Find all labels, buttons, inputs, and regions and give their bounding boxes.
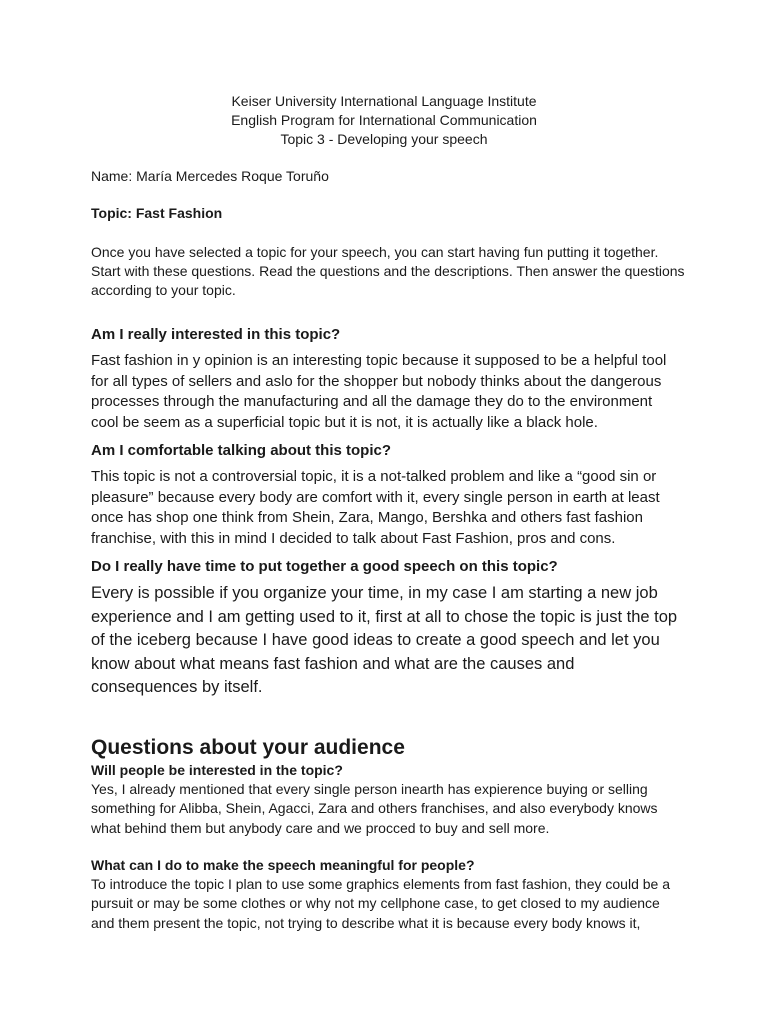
answer-comfort — [91, 467, 691, 550]
question-meaningful: What can I do to make the speech meaningful for people? — [91, 857, 475, 873]
program-title: English Program for International Communication — [231, 112, 537, 128]
text-line: Yes, I already mentioned that every single person inearth has expierence buying or selling — [91, 781, 648, 797]
question-time: Do I really have time to put together a good speech on this topic? — [91, 558, 558, 575]
text-line: Once you have selected a topic for your speech, you can start having fun putting it together. — [91, 244, 659, 260]
answer-interest — [91, 351, 691, 434]
text-line: according to your topic. — [91, 282, 236, 298]
assignment-title: Topic 3 - Developing your speech — [280, 131, 488, 147]
instructions-paragraph — [91, 243, 691, 300]
text-line: consequences by itself. — [91, 678, 263, 696]
text-line: once has shop one think from Shein, Zara, Mango, Bershka and others fast fashion — [91, 509, 643, 527]
text-line: and them present the topic, not trying to describe what it is because every body knows it, — [91, 914, 641, 931]
text-line: experience and I am getting used to it, first at all to chose the topic is just the top — [91, 607, 678, 626]
audience-section-heading: Questions about your audience — [91, 736, 405, 759]
text-line: pleasure” because every body are comfort with it, every single person in earth at least — [91, 488, 660, 506]
text-line: for all types of sellers and aslo for the shopper but nobody thinks about the dangerous — [91, 372, 662, 390]
text-line: Every is possible if you organize your time, in my case I am starting a new job — [91, 584, 658, 602]
speech-topic: Topic: Fast Fashion — [91, 205, 223, 221]
text-line: of the iceberg because I have good ideas to create a good speech and let you — [91, 631, 660, 649]
question-interest: Am I really interested in this topic? — [91, 326, 341, 343]
text-line: To introduce the topic I plan to use some graphics elements from fast fashion, they could be a — [91, 876, 670, 892]
text-line: Fast fashion in y opinion is an interesting topic because it supposed to be a helpful tool — [91, 352, 667, 369]
text-line: franchise, with this in mind I decided to talk about Fast Fashion, pros and cons. — [91, 530, 616, 548]
text-line: Start with these questions. Read the questions and the descriptions. Then answer the questions — [91, 263, 685, 279]
text-line: know about what means fast fashion and what are the causes and — [91, 654, 575, 673]
answer-meaningful — [91, 875, 691, 933]
question-comfort: Am I comfortable talking about this topic? — [91, 442, 392, 459]
text-line: what behind them but anybody care and we procced to buy and sell more. — [91, 819, 550, 836]
text-line: processes through the manufacturing and all the damage they do to the environment — [91, 393, 653, 411]
student-name: Name: María Mercedes Roque Toruño — [91, 168, 329, 184]
text-line: cool be seem as a superficial topic but it is not, it is actually like a black hole. — [91, 414, 598, 432]
question-audience-interest: Will people be interested in the topic? — [91, 762, 343, 778]
answer-audience-interest — [91, 780, 691, 838]
text-line: pursuit or may be some clothes or why not my cellphone case, to get closed to my audience — [91, 895, 660, 912]
answer-time — [91, 582, 691, 700]
text-line: something for Alibba, Shein, Agacci, Zara and others franchises, and also everybody knows — [91, 800, 658, 817]
text-line: This topic is not a controversial topic, it is a not-talked problem and like a “good sin or — [91, 468, 657, 485]
document-header — [0, 92, 768, 149]
institution-title: Keiser University International Language Institute — [231, 93, 537, 109]
